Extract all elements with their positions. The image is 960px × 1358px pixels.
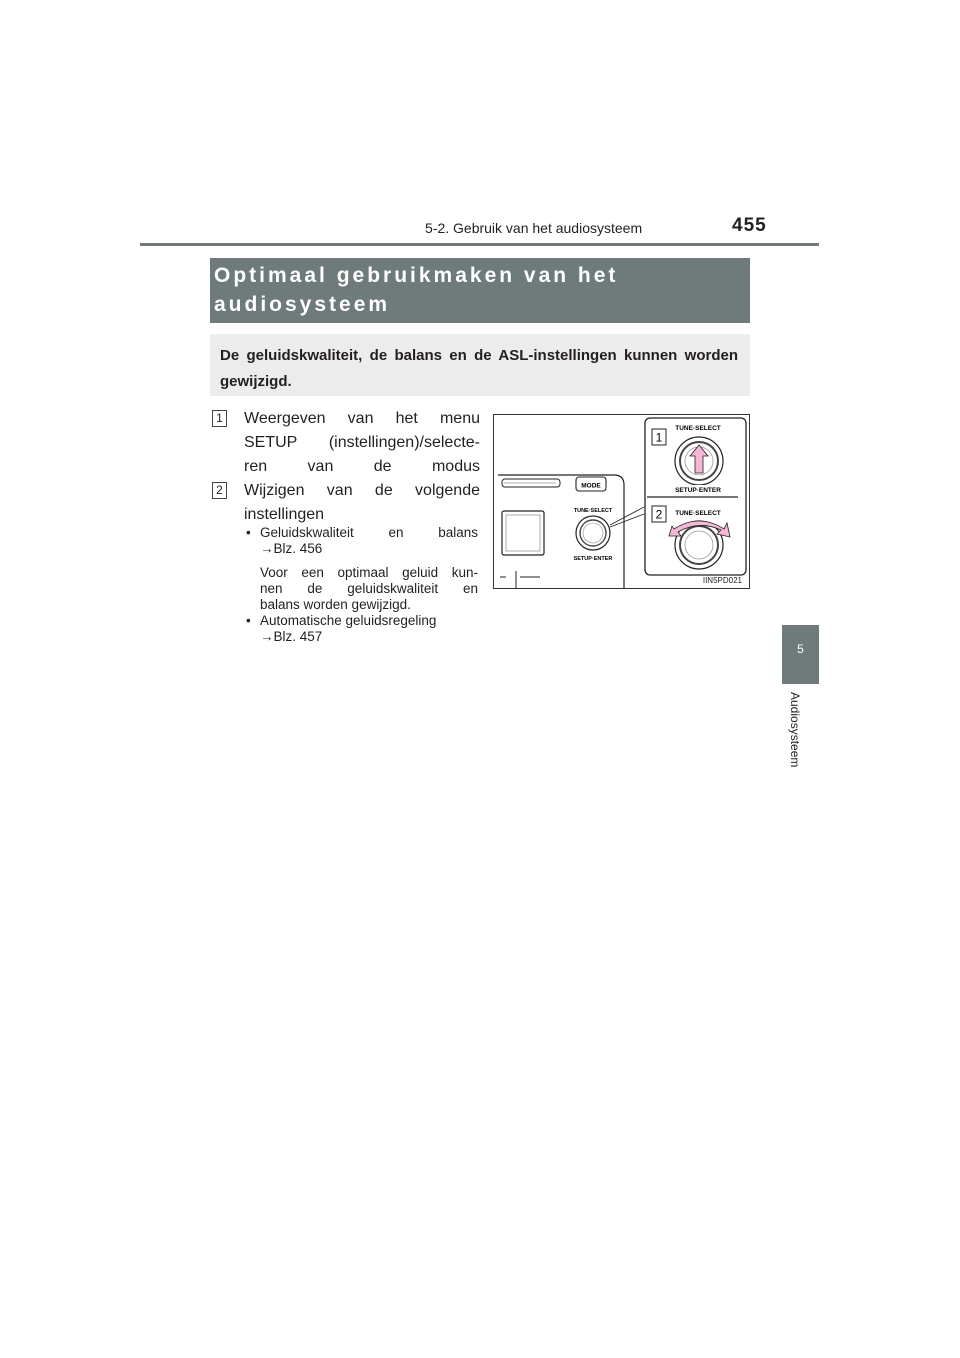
intro-text: De geluidskwaliteit, de balans en de ASL-instellingen kunnen worden gewijzigd. [220, 347, 738, 390]
step-line: ren van de modus [244, 458, 480, 475]
audio-unit-illustration [493, 414, 750, 589]
step-line: Weergeven van het menu [244, 410, 480, 427]
page-number: 455 [732, 215, 767, 236]
step-number: 1 [212, 410, 227, 427]
settings-list [246, 525, 478, 645]
step-line: instellingen [244, 506, 325, 523]
intro-box [210, 334, 750, 396]
section-header: 5-2. Gebruik van het audiosysteem [425, 220, 643, 236]
header-divider [140, 243, 819, 246]
setup-enter-label: SETUP·ENTER [573, 556, 613, 562]
page-reference: →Blz. 457 [260, 629, 323, 644]
note-line: balans worden gewijzigd. [260, 597, 411, 612]
note-line: nen de geluidskwaliteit en [260, 581, 478, 596]
list-item [246, 613, 478, 645]
step-text [244, 407, 480, 479]
chapter-label-text: Audiosysteem [788, 692, 802, 768]
chapter-tab: 5 [782, 625, 819, 684]
bullet-dot: • [246, 525, 251, 540]
step-text [244, 479, 480, 527]
tune-select-label: TUNE·SELECT [573, 508, 613, 514]
callout-2-top-label: TUNE·SELECT [675, 510, 721, 517]
list-item-text: Automatische geluidsregeling [260, 613, 437, 628]
step-line: Wijzigen van de volgende [244, 482, 480, 499]
page-reference: →Blz. 456 [260, 541, 323, 556]
audio-unit-drawing [494, 415, 749, 588]
step-number: 2 [212, 482, 227, 499]
callout-1-top-label: TUNE·SELECT [675, 425, 721, 432]
mode-button-label: MODE [581, 482, 601, 490]
marker-1: 1 [655, 430, 663, 445]
callout-1-bottom-label: SETUP·ENTER [675, 487, 721, 494]
chapter-label [786, 692, 804, 812]
list-item [246, 525, 478, 613]
section-title-bar [210, 258, 750, 323]
bullet-dot: • [246, 613, 251, 628]
list-item-text: Geluidskwaliteit en balans [260, 525, 478, 540]
note-line: Voor een optimaal geluid kun- [260, 565, 478, 580]
figure-code: IIN5PD021 [702, 576, 742, 585]
marker-2: 2 [655, 507, 663, 522]
section-title: Optimaal gebruikmaken van het audiosysteem [214, 264, 619, 316]
step-line: SETUP (instellingen)/selecte- [244, 434, 480, 451]
